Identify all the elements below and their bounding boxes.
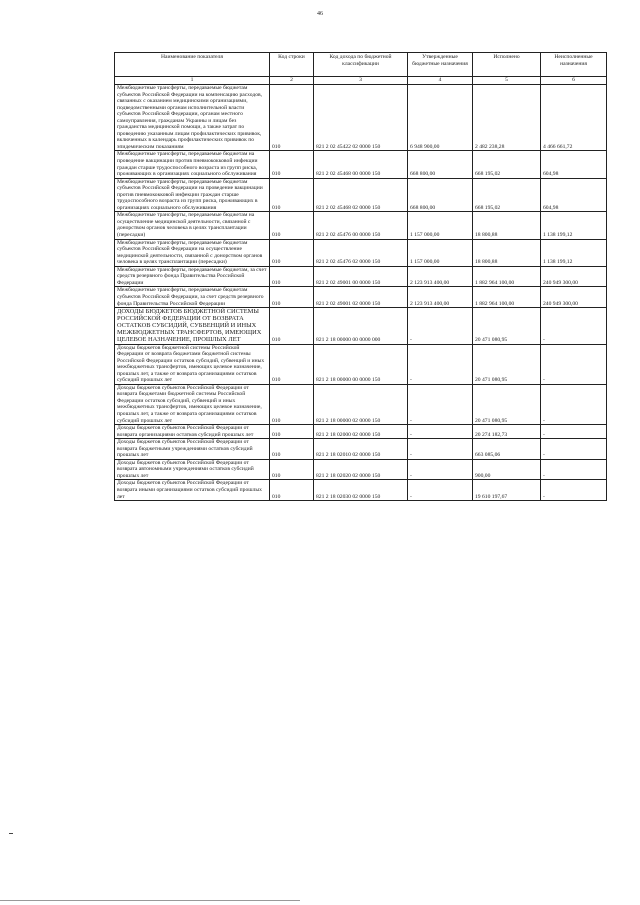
executed-amount: 20 471 080,95 [473, 344, 541, 384]
budget-code: 821 2 18 00000 00 0000 150 [314, 344, 408, 384]
unexecuted-amount: 1 138 199,12 [541, 212, 607, 239]
budget-code: 821 2 02 45468 02 0000 150 [314, 178, 408, 212]
approved-amount: 1 157 000,00 [408, 239, 473, 266]
table-row [115, 308, 607, 344]
unexecuted-amount: - [541, 439, 607, 460]
unexecuted-amount: - [541, 425, 607, 439]
footer-rule [0, 900, 300, 901]
indicator-name: Межбюджетные трансферты, передаваемые бюджетам на осуществление медицинской деятельности, связанной с донорством органов человека в целях трансплантации (пересадки) [115, 212, 270, 239]
executed-amount: 19 610 197,67 [473, 480, 541, 501]
line-code: 010 [270, 425, 314, 439]
unexecuted-amount: 1 138 199,12 [541, 239, 607, 266]
line-code: 010 [270, 439, 314, 460]
table-row [115, 239, 607, 266]
budget-code: 821 2 18 00000 02 0000 150 [314, 384, 408, 424]
indicator-name: Доходы бюджетов бюджетной системы Российской Федерации от возврата бюджетами бюджетной системы Российской Федерации остатков субсидий, субвенций и иных межбюджетных трансфертов, имеющих целевое назначение, прошлых лет, а также от возврата организациями остатков субсидий прошлых лет [115, 344, 270, 384]
column-index-row [115, 77, 607, 85]
budget-code: 821 2 02 45476 02 0000 150 [314, 239, 408, 266]
executed-amount: 18 800,88 [473, 212, 541, 239]
approved-amount: - [408, 425, 473, 439]
table-row [115, 266, 607, 287]
table-row [115, 287, 607, 308]
indicator-name: Межбюджетные трансферты, передаваемые бюджетам на проведение вакцинации против пневмококковой инфекции граждан старше трудоспособного возраста из групп риска, проживающих в организациях социального обслуживания [115, 151, 270, 178]
table-row [115, 344, 607, 384]
unexecuted-amount: 240 949 300,00 [541, 266, 607, 287]
indicator-name: Доходы бюджетов субъектов Российской Федерации от возврата бюджетами бюджетной системы Российской Федерации остатков субсидий, субвенций и иных межбюджетных трансфертов, имеющих целевое назначение, прошлых лет, а также от возврата организациями остатков субсидий прошлых лет [115, 384, 270, 424]
budget-code: 821 2 18 02020 02 0000 150 [314, 459, 408, 480]
line-code: 010 [270, 85, 314, 151]
approved-amount: - [408, 480, 473, 501]
table-row [115, 480, 607, 501]
column-index: 3 [314, 77, 408, 85]
table-header-row [115, 53, 607, 77]
header-indicator-name: Наименование показателя [115, 53, 270, 77]
header-budget-code: Код дохода по бюджетной классификации [314, 53, 408, 77]
budget-code: 821 2 18 00000 00 0000 000 [314, 308, 408, 344]
budget-code: 821 2 02 49001 00 0000 150 [314, 266, 408, 287]
line-code: 010 [270, 308, 314, 344]
budget-execution-table [114, 52, 607, 501]
column-index: 6 [541, 77, 607, 85]
executed-amount: 1 882 964 100,00 [473, 266, 541, 287]
executed-amount: 20 471 080,95 [473, 384, 541, 424]
line-code: 010 [270, 287, 314, 308]
table-row [115, 85, 607, 151]
line-code: 010 [270, 151, 314, 178]
indicator-name: Межбюджетные трансферты, передаваемые бюджетам субъектов Российской Федерации на проведение вакцинации против пневмококковой инфекции граждан старше трудоспособного возраста из групп риска, проживающих в организациях социального обслуживания [115, 178, 270, 212]
header-approved: Утвержденные бюджетные назначения [408, 53, 473, 77]
line-code: 010 [270, 178, 314, 212]
executed-amount: 663 085,06 [473, 439, 541, 460]
line-code: 010 [270, 344, 314, 384]
unexecuted-amount: 240 949 300,00 [541, 287, 607, 308]
unexecuted-amount: - [541, 308, 607, 344]
indicator-name: Доходы бюджетов субъектов Российской Федерации от возврата организациями остатков субсидий прошлых лет [115, 425, 270, 439]
executed-amount: 668 195,02 [473, 178, 541, 212]
executed-amount: 1 882 964 100,00 [473, 287, 541, 308]
line-code: 010 [270, 459, 314, 480]
column-index: 1 [115, 77, 270, 85]
table-row [115, 384, 607, 424]
approved-amount: - [408, 344, 473, 384]
header-executed: Исполнено [473, 53, 541, 77]
line-code: 010 [270, 480, 314, 501]
line-code: 010 [270, 384, 314, 424]
executed-amount: 2 482 238,28 [473, 85, 541, 151]
executed-amount: 18 800,88 [473, 239, 541, 266]
approved-amount: 668 800,00 [408, 151, 473, 178]
unexecuted-amount: 4 466 661,72 [541, 85, 607, 151]
column-index: 2 [270, 77, 314, 85]
approved-amount: 6 948 900,00 [408, 85, 473, 151]
approved-amount: - [408, 384, 473, 424]
unexecuted-amount: 604,98 [541, 151, 607, 178]
budget-code: 821 2 18 02030 02 0000 150 [314, 480, 408, 501]
indicator-name: Доходы бюджетов субъектов Российской Федерации от возврата иными организациями остатков субсидий прошлых лет [115, 480, 270, 501]
approved-amount: - [408, 459, 473, 480]
line-code: 010 [270, 239, 314, 266]
approved-amount: 2 123 913 400,00 [408, 287, 473, 308]
unexecuted-amount: - [541, 459, 607, 480]
unexecuted-amount: - [541, 480, 607, 501]
indicator-name: ДОХОДЫ БЮДЖЕТОВ БЮДЖЕТНОЙ СИСТЕМЫ РОССИЙСКОЙ ФЕДЕРАЦИИ ОТ ВОЗВРАТА ОСТАТКОВ СУБСИДИЙ, СУБВЕНЦИЙ И ИНЫХ МЕЖБЮДЖЕТНЫХ ТРАНСФЕРТОВ, ИМЕЮЩИХ ЦЕЛЕВОЕ НАЗНАЧЕНИЕ, ПРОШЛЫХ ЛЕТ [115, 308, 270, 344]
indicator-name: Межбюджетные трансферты, передаваемые бюджетам субъектов Российской Федерации на осуществление медицинской деятельности, связанной с донорством органов человека в целях трансплантации (пересадки) [115, 239, 270, 266]
line-code: 010 [270, 212, 314, 239]
approved-amount: - [408, 439, 473, 460]
table-row [115, 425, 607, 439]
budget-code: 821 2 18 02010 02 0000 150 [314, 439, 408, 460]
budget-code: 821 2 02 45468 00 0000 150 [314, 151, 408, 178]
unexecuted-amount: - [541, 384, 607, 424]
scan-mark [9, 833, 13, 834]
approved-amount: - [408, 308, 473, 344]
executed-amount: 20 274 182,73 [473, 425, 541, 439]
indicator-name: Межбюджетные трансферты, передаваемые бюджетам субъектов Российской Федерации на компенсацию расходов, связанных с оказанием медицинскими организациями, подведомственными органам исполнительной власти субъектов Российской Федерации, органам местного самоуправления, гражданам Украины и лицам без гражданства медицинской помощи, а также затрат по проведению указанным лицам профилактических прививок, включенных в календарь профилактических прививок по эпидемическим показаниям [115, 85, 270, 151]
approved-amount: 1 157 000,00 [408, 212, 473, 239]
line-code: 010 [270, 266, 314, 287]
budget-code: 821 2 18 02000 02 0000 150 [314, 425, 408, 439]
executed-amount: 20 471 080,95 [473, 308, 541, 344]
table-row [115, 178, 607, 212]
table-row [115, 212, 607, 239]
budget-code: 821 2 02 45422 02 0000 150 [314, 85, 408, 151]
approved-amount: 2 123 913 400,00 [408, 266, 473, 287]
unexecuted-amount: 604,98 [541, 178, 607, 212]
header-unexecuted: Неисполненные назначения [541, 53, 607, 77]
column-index: 5 [473, 77, 541, 85]
budget-code: 821 2 02 49001 02 0000 150 [314, 287, 408, 308]
budget-code: 821 2 02 45476 00 0000 150 [314, 212, 408, 239]
indicator-name: Межбюджетные трансферты, передаваемые бюджетам, за счет средств резервного фонда Правительства Российской Федерации [115, 266, 270, 287]
table-row [115, 439, 607, 460]
indicator-name: Межбюджетные трансферты, передаваемые бюджетам субъектов Российской Федерации, за счет средств резервного фонда Правительства Российской Федерации [115, 287, 270, 308]
indicator-name: Доходы бюджетов субъектов Российской Федерации от возврата автономными учреждениями остатков субсидий прошлых лет [115, 459, 270, 480]
executed-amount: 668 195,02 [473, 151, 541, 178]
indicator-name: Доходы бюджетов субъектов Российской Федерации от возврата бюджетными учреждениями остатков субсидий прошлых лет [115, 439, 270, 460]
approved-amount: 668 800,00 [408, 178, 473, 212]
page-number: 46 [317, 11, 323, 17]
executed-amount: 900,00 [473, 459, 541, 480]
header-line-code: Код строки [270, 53, 314, 77]
unexecuted-amount: - [541, 344, 607, 384]
column-index: 4 [408, 77, 473, 85]
table-row [115, 459, 607, 480]
table-row [115, 151, 607, 178]
